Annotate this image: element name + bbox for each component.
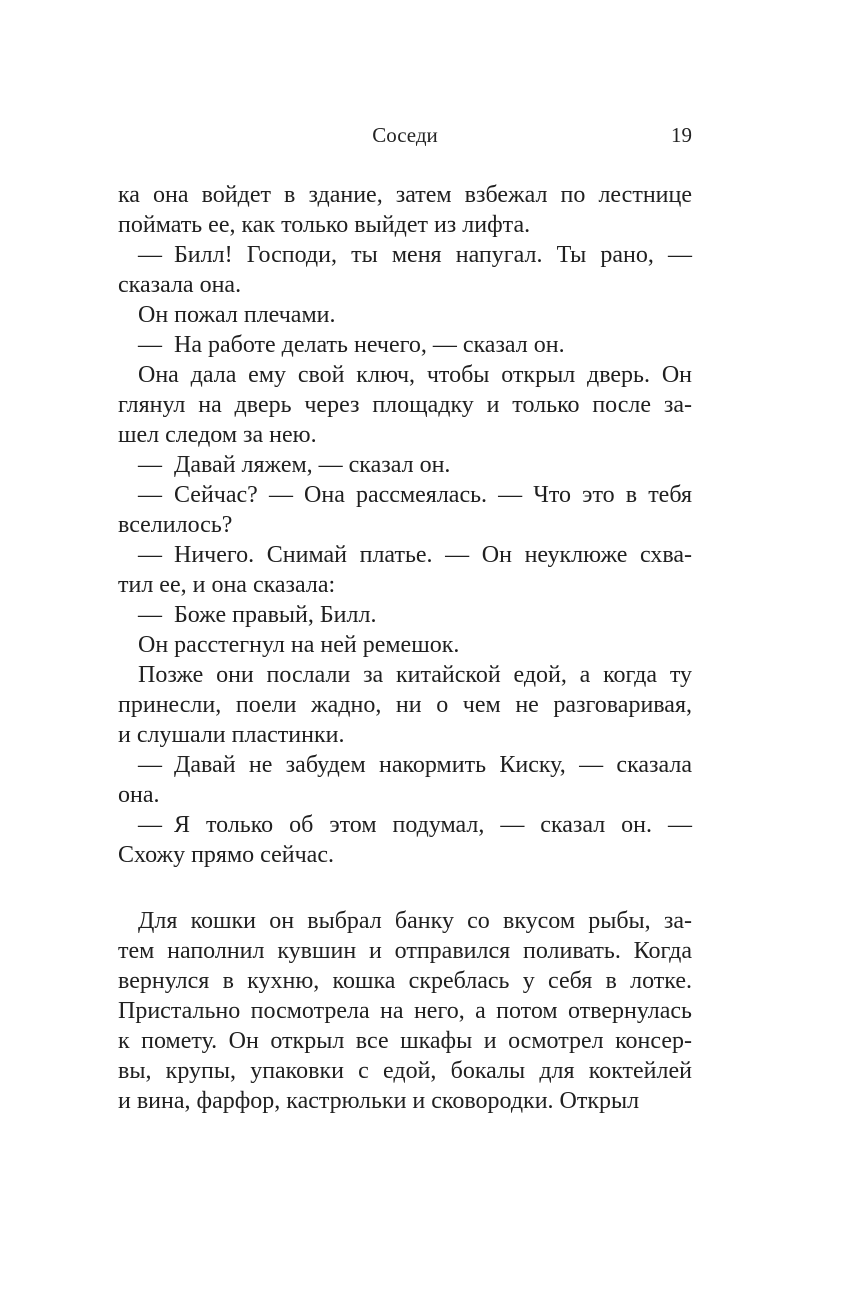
text-line: и слушали пластинки. (118, 722, 345, 748)
text-line: к помету. Он открыл все шкафы и осмотрел консер- (118, 1028, 692, 1054)
text-line: тил ее, и она сказала: (118, 572, 336, 598)
paragraph (118, 810, 692, 870)
paragraph (118, 750, 692, 810)
text-line: — Давай ляжем, — сказал он. (138, 452, 451, 478)
paragraph (118, 630, 692, 660)
paragraph (118, 480, 692, 540)
paragraph (118, 360, 692, 450)
text-line: поймать ее, как только выйдет из лифта. (118, 212, 531, 238)
page-text-body (118, 180, 692, 1116)
text-line: — Давай не забудем накормить Киску, — сказала (138, 752, 692, 778)
text-line: — Ничего. Снимай платье. — Он неуклюже схва- (138, 542, 692, 568)
paragraph (118, 240, 692, 300)
text-line: сказала она. (118, 272, 242, 298)
chapter-title: Соседи (372, 123, 438, 147)
paragraph (118, 300, 692, 330)
text-line: Он расстегнул на ней ремешок. (138, 632, 460, 658)
text-line: принесли, поели жадно, ни о чем не разговаривая, (118, 692, 692, 718)
text-line: — Я только об этом подумал, — сказал он. — (138, 812, 692, 838)
text-line: — На работе делать нечего, — сказал он. (138, 332, 565, 358)
text-line: — Сейчас? — Она рассмеялась. — Что это в тебя (138, 482, 692, 508)
paragraph (118, 660, 692, 750)
text-line: тем наполнил кувшин и отправился поливать. Когда (118, 938, 692, 964)
text-line: Он пожал плечами. (138, 302, 336, 328)
paragraph (118, 600, 692, 630)
paragraph (118, 330, 692, 360)
text-line: — Боже правый, Билл. (138, 602, 377, 628)
text-line: и вина, фарфор, кастрюльки и сковородки. Открыл (118, 1088, 640, 1114)
text-line: глянул на дверь через площадку и только после за- (118, 392, 692, 418)
paragraph (118, 906, 692, 1116)
paragraph (118, 180, 692, 240)
text-line: вселилось? (118, 512, 233, 538)
text-line: шел следом за нею. (118, 422, 317, 448)
page-number: 19 (671, 123, 692, 147)
text-line: Позже они послали за китайской едой, а когда ту (138, 662, 692, 688)
text-line: вы, крупы, упаковки с едой, бокалы для коктейлей (118, 1058, 692, 1084)
text-line: Пристально посмотрела на него, а потом отвернулась (118, 998, 692, 1024)
text-line: она. (118, 782, 160, 808)
text-line: Схожу прямо сейчас. (118, 842, 334, 868)
text-line: Для кошки он выбрал банку со вкусом рыбы, за- (138, 908, 692, 934)
running-header (118, 123, 692, 149)
text-line: — Билл! Господи, ты меня напугал. Ты рано, — (138, 242, 692, 268)
text-line: Она дала ему свой ключ, чтобы открыл дверь. Он (138, 362, 692, 388)
text-line: ка она войдет в здание, затем взбежал по лестнице (118, 182, 692, 208)
paragraph (118, 450, 692, 480)
paragraph (118, 540, 692, 600)
text-line: вернулся в кухню, кошка скреблась у себя в лотке. (118, 968, 692, 994)
